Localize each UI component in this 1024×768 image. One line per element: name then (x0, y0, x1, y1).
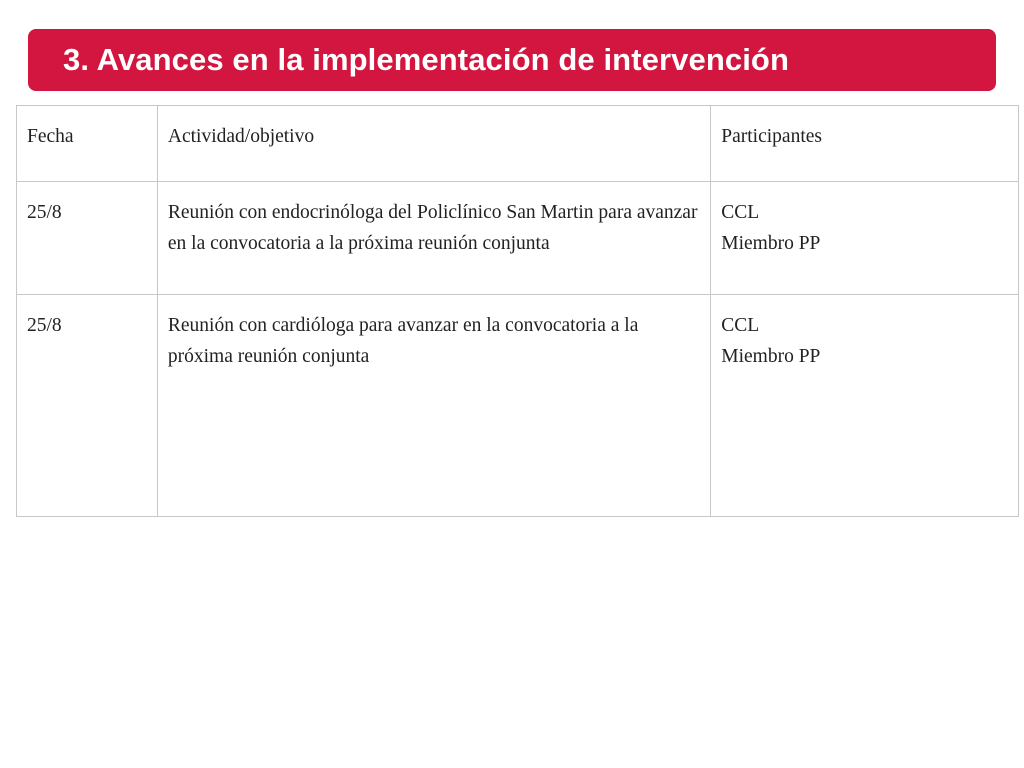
activities-table (16, 105, 1019, 517)
cell-participantes (711, 295, 1019, 517)
cell-fecha: 25/8 (17, 182, 158, 295)
participant: CCL (721, 202, 760, 223)
header-participantes: Participantes (711, 106, 1019, 182)
cell-actividad: Reunión con cardióloga para avanzar en la convocatoria a la próxima reunión conjunta (157, 295, 710, 517)
table-row (17, 182, 1019, 295)
cell-actividad: Reunión con endocrinóloga del Policlínico San Martin para avanzar en la convocatoria a la próxima reunión conjunta (157, 182, 710, 295)
title-banner (28, 29, 996, 91)
table-header-row (17, 106, 1019, 182)
header-fecha: Fecha (17, 106, 158, 182)
participant: CCL (721, 315, 760, 336)
participant: Miembro PP (721, 346, 821, 367)
participant: Miembro PP (721, 233, 821, 254)
slide-title: 3. Avances en la implementación de intervención (63, 42, 789, 77)
header-actividad: Actividad/objetivo (157, 106, 710, 182)
table-row (17, 295, 1019, 517)
cell-participantes (711, 182, 1019, 295)
cell-fecha: 25/8 (17, 295, 158, 517)
